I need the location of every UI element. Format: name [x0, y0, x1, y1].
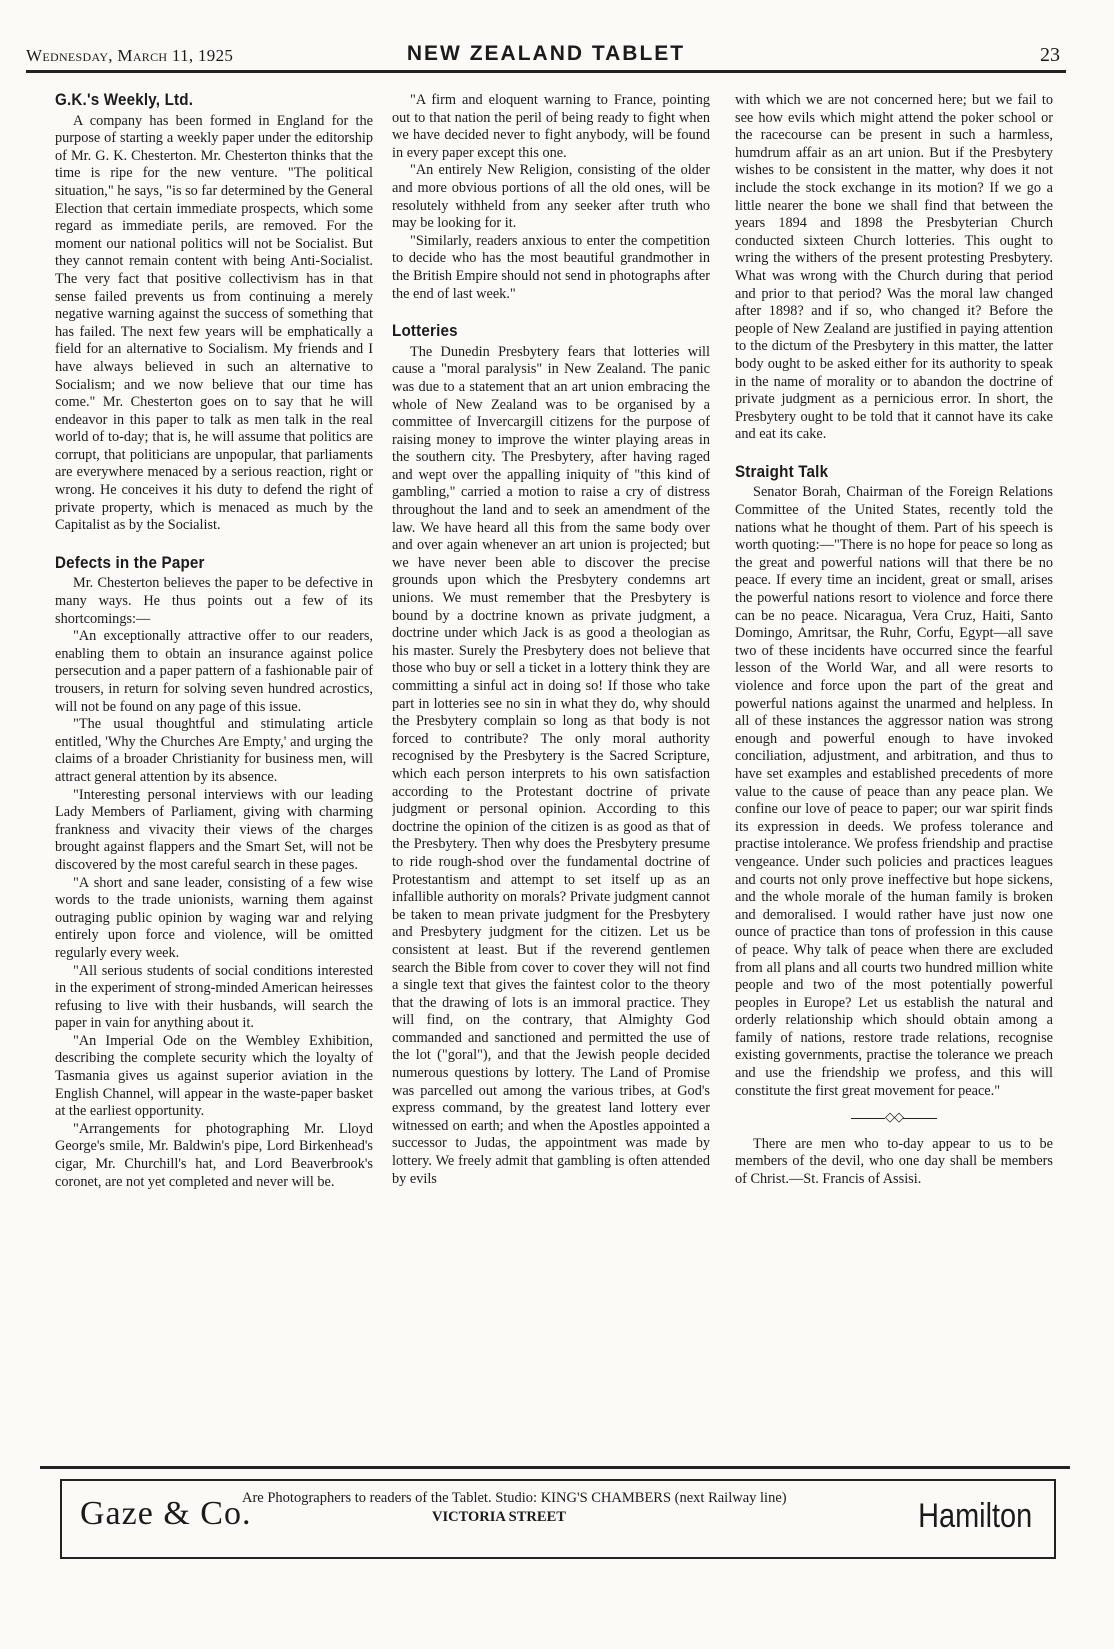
quote-paragraph: There are men who to-day appear to us to be members of the devil, who one day shall be members of Christ.—St. Francis of Assisi.: [735, 1135, 1053, 1188]
paragraph: "A firm and eloquent warning to France, pointing out to that nation the peril of being ready to fight when we have decided never to fight anybody, will be found in every paper except this one.: [392, 92, 710, 161]
paragraph: "A short and sane leader, consisting of a few wise words to the trade unionists, warning them against outraging public opinion by waging war and relying entirely upon force and violence, will be omitted regularly every week.: [55, 874, 373, 961]
paragraph: "Arrangements for photographing Mr. Lloyd George's smile, Mr. Baldwin's pipe, Lord Birkenhead's cigar, Mr. Churchill's hat, and Lord Beaverbrook's coronet, are not yet completed and never will be.: [55, 1120, 373, 1190]
paragraph: The Dunedin Presbytery fears that lotteries will cause a "moral paralysis" in New Zealand. The panic was due to a statement that an art union embracing the whole of New Zealand was to be organised by a committee of Invercargill citizens for the purpose of raising money to improve the winter playing areas in the southern city. The Presbytery, after having raged and wept over the appalling iniquity of "this kind of gambling," carried a motion to raise a cry of distress throughout the land and to seek an amendment of the law. We have heard all this from the same body over and over again whenever an art union is projected; but we have never been able to discover the precise grounds upon which the Presbytery condemns art unions. We must remember that the Presbytery is bound by a doctrine known as private judgment, a doctrine under which Jack is as good a theologian as his master. Surely the Presbytery does not believe that those who buy or sell a ticket in a lottery think they are committing a sinful act in doing so! If those who take part in lotteries see no sin in what they do, why should the Presbytery complain so long as that body is not forced to contribute? The only moral authority recognised by the Presbytery is the Sacred Scripture, which each person interprets to his own satisfaction according to the Protestant doctrine of private judgment or personal opinion. According to this doctrine the opinion of the citizen is as good as that of the Presbytery. Then why does the Presbytery presume to ride rough-shod over the fundamental doctrine of Protestantism and attempt to set itself up as an infallible authority on morals? Private judgment cannot be taken to mean private judgment for the Presbytery and Presbytery judgment for the citizen. Let us be consistent at least. But if the reverend gentlemen search the Bible from cover to cover they will not find a single text that gives the faintest color to the theory that the drawing of lots is an immoral practice. They will find, on the contrary, that Almighty God commanded and sanctioned and permitted the use of the lot ("goral"), and that the Jewish people decided numerous questions by lottery. The Land of Promise was parcelled out among the various tribes, at God's express command, by the greatest land lottery ever witnessed on earth; and when the Apostles appointed a successor to Judas, the appointment was made by lottery. We freely admit that gambling is often attended by evils: [392, 343, 710, 1187]
advert-top-rule: [40, 1466, 1070, 1469]
paragraph: "An Imperial Ode on the Wembley Exhibition, describing the complete security which the loyalty of Tasmania gives us against superior aviation in the English Channel, will appear in the waste-paper basket at the earliest opportunity.: [55, 1032, 373, 1120]
paragraph: "The usual thoughtful and stimulating article entitled, 'Why the Churches Are Empty,' and urging the claims of a broader Christianity for business men, will attract general attention by its absence.: [55, 716, 373, 785]
section-title-gk-weekly: G.K.'s Weekly, Ltd.: [55, 92, 194, 109]
paragraph: "An entirely New Religion, consisting of the older and more obvious portions of all the old ones, will be resolutely withheld from any seeker after truth who may be looking for it.: [392, 162, 710, 232]
advert-line-1: Are Photographers to readers of the Tablet. Studio: KING'S CHAMBERS (next Railway line): [242, 1490, 787, 1506]
header-date: Wednesday, March 11, 1925: [26, 46, 234, 65]
paragraph: with which we are not concerned here; but we fail to see how evils which might attend the poker school or the racecourse can be present in such a harmless, humdrum affair as an art union. But if the Presbytery wishes to be consistent in the matter, why does it not include the stock exchange in its motion? If we go a little nearer the bone we shall find that between the years 1894 and 1898 the Presbyterian Church conducted sixteen Church lotteries. This ought to wring the withers of the present protesting Presbytery. What was wrong with the Church during that period and prior to that period? Was the moral law changed after 1898? and if so, who changed it? Before the people of New Zealand are justified in paying attention to the dictum of the Presbytery in this matter, the latter body ought to be asked either for its authority to speak in the name of morality or to abandon the doctrine of private judgment as a pernicious error. In short, the Presbytery ought to be told that it cannot have its cake and eat its cake.: [735, 92, 1053, 443]
paragraph: Mr. Chesterton believes the paper to be defective in many ways. He thus points out a few of its shortcomings:—: [55, 575, 373, 627]
paragraph: "An exceptionally attractive offer to our readers, enabling them to obtain an insurance against police persecution and a paper pattern of a fashionable pair of trousers, in return for solving seven hundred acrostics, will not be found on any page of this issue.: [55, 628, 373, 715]
ornamental-divider: ◇◇: [735, 1108, 1053, 1126]
paragraph: "All serious students of social conditions interested in the experiment of strong-minded American heiresses refusing to live with their husbands, will search the paper in vain for anything about it.: [55, 962, 373, 1032]
advert-text: [242, 1489, 882, 1527]
page-header: [26, 40, 1066, 73]
column-1: [55, 92, 373, 1457]
advertisement-box: [60, 1479, 1056, 1559]
section-title-defects: Defects in the Paper: [55, 553, 205, 572]
section-title-lotteries: Lotteries: [392, 322, 458, 341]
advert-line-2: VICTORIA STREET: [432, 1509, 566, 1525]
advert-city: Hamilton: [917, 1497, 1032, 1535]
page-number: 23: [1040, 44, 1060, 66]
header-title: NEW ZEALAND TABLET: [406, 42, 686, 65]
section-title-straight-talk: Straight Talk: [735, 462, 829, 481]
paragraph: "Similarly, readers anxious to enter the competition to decide who has the most beautiful grandmother in the British Empire should not send in photographs after the end of last week.": [392, 232, 710, 302]
paragraph: "Interesting personal interviews with our leading Lady Members of Parliament, giving with charming frankness and vivacity their views of the charges brought against flappers and the Smart Set, will not be discovered by the most careful search in these pages.: [55, 786, 373, 873]
column-3: [735, 92, 1053, 1457]
advertiser-name: Gaze & Co.: [80, 1495, 252, 1532]
paragraph: A company has been formed in England for the purpose of starting a weekly paper under the editorship of Mr. G. K. Chesterton. Mr. Chesterton thinks that the time is ripe for the new venture. "The political situation," he says, "is so far determined by the General Election that certain immediate prospects, which some regard as immediate perils, are removed. For the moment our national politics will not be Socialist. But they cannot remain content with being Anti-Socialist. The very fact that positive collectivism has in that sense failed prevents us from continuing a merely negative warning against the success of something that has failed. The next few years will be emphatically a field for an alternative to Socialism. My friends and I have always believed in such an alternative to Socialism; and we now believe that our time has come." Mr. Chesterton goes on to say that he will endeavor in this paper to talk as men talk in the real world of to-day; that is, he will assume that politics are corrupt, that politicians are unpopular, that parliaments are everywhere menaced by a serious reaction, right or wrong. He conceives it his duty to defend the right of private property, which is menaced as much by the Capitalist as by the Socialist.: [55, 112, 373, 534]
paragraph: Senator Borah, Chairman of the Foreign Relations Committee of the United States, recently told the nations what he thought of them. Part of his speech is worth quoting:—"There is no hope for peace so long as the great and powerful nations will that there be no peace. If every time an incident, great or small, arises the powerful nations resort to violence and force there can be no peace. Nicaragua, Vera Cruz, Haiti, Santo Domingo, Amritsar, the Ruhr, Corfu, Egypt—all save two of these incidents have occurred since the fearful lesson of the World War, and all were resorts to violence and force upon the part of the great and powerful nations against the unarmed and helpless. In all of these instances the aggressor nation was strong enough and powerful enough to have invoked conciliation, adjustment, and arbitration, and thus to have set examples and established precedents of more value to the cause of peace than any peace plan. We confine our love of peace to paper; our war spirit finds its expression in deeds. We profess tolerance and practise intolerance. We profess friendship and practise vengeance. Under such policies and practices leagues and courts not only prove ineffective but hope sickens, and the whole morale of the human family is broken and demoralised. I would rather have just now one ounce of practice than tons of profession in this cause of peace. Why talk of peace when there are excluded from all plans and all courts two hundred million white people and two of the most potentially powerful peoples in Europe? Let us establish the natural and orderly relationship which should obtain among a family of nations, restore trade relations, recognise existing governments, practise the tolerance we preach and use the friendship we profess, and this will constitute the first great movement for peace.": [735, 484, 1053, 1099]
column-2: [392, 92, 710, 1457]
